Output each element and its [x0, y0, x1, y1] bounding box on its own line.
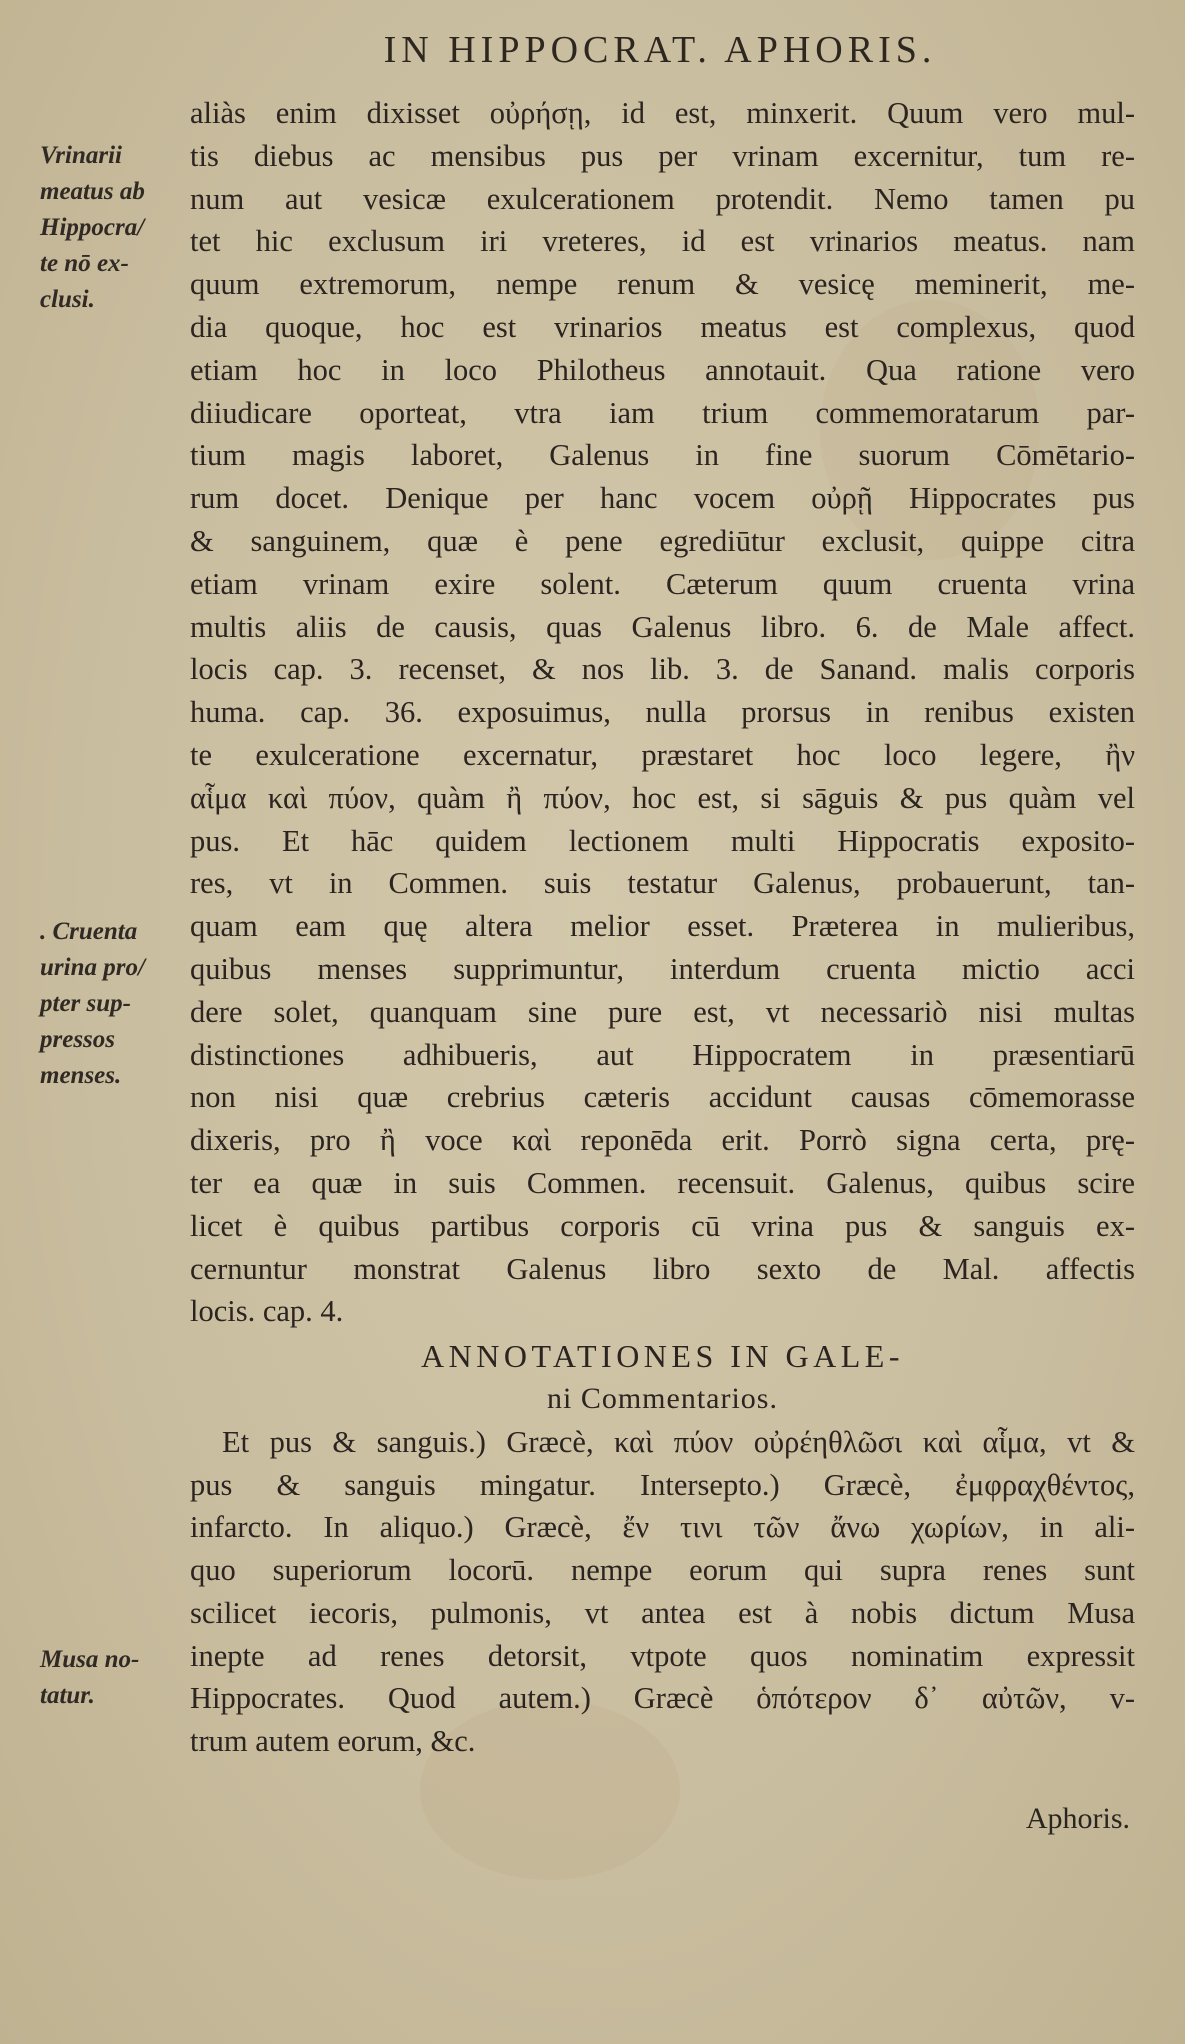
- annotation-line: Et pus & sanguis.) Græcè, καὶ πύον οὐρέηθλῶσι καὶ αἷμα, vt &: [222, 1424, 1135, 1459]
- margin-note-line: urina pro/: [40, 954, 145, 981]
- text-line: quam eam quę altera melior esset. Præterea in mulieribus,: [190, 909, 1135, 944]
- text-line: cernuntur monstrat Galenus libro sexto de Mal. affectis: [190, 1251, 1135, 1286]
- text-line: licet è quibus partibus corporis cū vrina pus & sanguis ex-: [190, 1208, 1135, 1243]
- margin-note-line: meatus ab: [40, 178, 145, 205]
- text-line: huma. cap. 36. exposuimus, nulla prorsus in renibus existen: [190, 695, 1135, 730]
- margin-note-line: tatur.: [40, 1682, 95, 1709]
- margin-note-line: pressos: [40, 1026, 116, 1053]
- text-line: res, vt in Commen. suis testatur Galenus, probauerunt, tan-: [190, 866, 1135, 901]
- margin-note-cruenta-urina: [40, 914, 190, 1094]
- annotation-line: pus & sanguis mingatur. Intersepto.) Græcè, ἐμφραχθέντος,: [190, 1467, 1135, 1502]
- annotation-line: scilicet iecoris, pulmonis, vt antea est à nobis dictum Musa: [190, 1595, 1135, 1630]
- text-line: tium magis laboret, Galenus in fine suorum Cōmētario-: [190, 438, 1135, 473]
- text-line: etiam vrinam exire solent. Cæterum quum cruenta vrina: [190, 566, 1135, 601]
- running-head: IN HIPPOCRAT. APHORIS.: [383, 29, 937, 71]
- text-line: locis. cap. 4.: [190, 1294, 344, 1329]
- catchword: Aphoris.: [1025, 1802, 1130, 1835]
- margin-note-line: clusi.: [40, 286, 95, 313]
- text-line: quum extremorum, nempe renum & vesicę meminerit, me-: [190, 267, 1135, 302]
- text-line: dixeris, pro ἢ voce καὶ reponēda erit. Porrò signa certa, prę-: [190, 1123, 1135, 1158]
- text-line: ter ea quæ in suis Commen. recensuit. Galenus, quibus scire: [190, 1165, 1135, 1200]
- margin-note-line: menses.: [40, 1062, 122, 1089]
- text-line: tet hic exclusum iri vreteres, id est vrinarios meatus. nam: [190, 224, 1135, 259]
- margin-note-line: . Cruenta: [40, 918, 138, 945]
- text-line: locis cap. 3. recenset, & nos lib. 3. de Sanand. malis corporis: [190, 652, 1135, 687]
- margin-note-line: Hippocra/: [40, 214, 145, 241]
- text-line: pus. Et hāc quidem lectionem multi Hippocratis exposito-: [190, 823, 1135, 858]
- annotation-line: Hippocrates. Quod autem.) Græcè ὁπότερον δ᾽ αὐτῶν, v-: [190, 1681, 1135, 1716]
- text-line: αἷμα καὶ πύον, quàm ἢ πύον, hoc est, si sāguis & pus quàm vel: [190, 780, 1135, 815]
- text-line: dere solet, quanquam sine pure est, vt necessariò nisi multas: [190, 994, 1135, 1029]
- margin-note-line: te nō ex-: [40, 250, 129, 277]
- section-subheading: ni Commentarios.: [547, 1381, 778, 1415]
- text-line: dia quoque, hoc est vrinarios meatus est complexus, quod: [190, 309, 1135, 344]
- margin-note-line: Musa no-: [40, 1646, 140, 1673]
- text-line: num aut vesicæ exulcerationem protendit. Nemo tamen pu: [190, 181, 1135, 216]
- section-heading: ANNOTATIONES IN GALE-: [421, 1338, 904, 1375]
- text-line: tis diebus ac mensibus pus per vrinam excernitur, tum re-: [190, 138, 1135, 173]
- margin-note-line: pter sup-: [40, 990, 131, 1017]
- main-text-block: [190, 92, 1135, 1763]
- annotation-line: trum autem eorum, &c.: [190, 1724, 476, 1759]
- text-line: diiudicare oporteat, vtra iam trium commemoratarum par-: [190, 395, 1135, 430]
- text-line: etiam hoc in loco Philotheus annotauit. Qua ratione vero: [190, 352, 1135, 387]
- margin-note-line: Vrinarii: [40, 142, 122, 169]
- text-line: distinctiones adhibueris, aut Hippocratem in præsentiarū: [190, 1037, 1135, 1072]
- margin-note-urinary-meatus: [40, 138, 190, 318]
- text-line: te exulceratione excernatur, præstaret hoc loco legere, ἢν: [190, 737, 1135, 772]
- annotation-line: quo superiorum locorū. nempe eorum qui supra renes sunt: [190, 1553, 1135, 1588]
- margin-note-musa: [40, 1642, 190, 1714]
- annotation-line: infarcto. In aliquo.) Græcè, ἔν τινι τῶν ἄνω χωρίων, in ali-: [190, 1510, 1135, 1545]
- annotation-line: inepte ad renes detorsit, vtpote quos nominatim expressit: [190, 1638, 1135, 1673]
- text-line: quibus menses supprimuntur, interdum cruenta mictio acci: [190, 951, 1135, 986]
- text-line: multis aliis de causis, quas Galenus libro. 6. de Male affect.: [190, 609, 1135, 644]
- text-line: aliàs enim dixisset οὐρήσῃ, id est, minxerit. Quum vero mul-: [190, 96, 1135, 130]
- text-line: & sanguinem, quæ è pene egrediūtur exclusit, quippe citra: [190, 523, 1135, 558]
- text-line: non nisi quæ crebrius cæteris accidunt causas cōmemorasse: [190, 1080, 1135, 1115]
- text-line: rum docet. Denique per hanc vocem οὐρῇ Hippocrates pus: [190, 481, 1135, 516]
